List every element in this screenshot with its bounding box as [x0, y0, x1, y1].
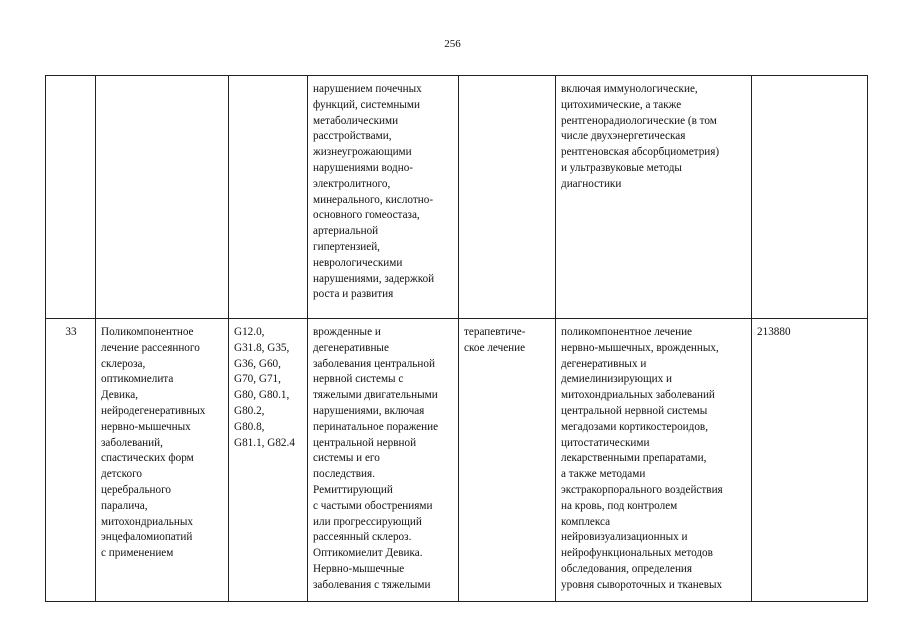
- text-line: оптикомиелита: [101, 373, 174, 386]
- text-line: обследования, определения: [561, 562, 693, 575]
- text-line: G80, G80.1,: [234, 389, 290, 402]
- text-line: нейрофункциональных методов: [561, 547, 713, 560]
- text-line: G80.2,: [234, 404, 265, 417]
- cost-cell: [752, 76, 868, 319]
- text-line: дегенеративные: [313, 341, 389, 354]
- method-text: [561, 325, 747, 594]
- table-row: [46, 76, 868, 319]
- text-line: G80.8,: [234, 420, 265, 433]
- text-line: нарушениями, включая: [313, 404, 425, 417]
- text-line: включая иммунологические,: [561, 83, 698, 95]
- care-name-cell: [96, 319, 229, 602]
- text-line: рентгеновская абсорбциометрия): [561, 146, 720, 159]
- row-number-cell: [46, 76, 96, 319]
- text-line: заболевания центральной: [313, 357, 435, 370]
- text-line: числе двухэнергетическая: [561, 130, 686, 143]
- text-line: минерального, кислотно-: [313, 193, 434, 206]
- condition-text: [313, 82, 454, 303]
- icd-codes: [234, 325, 303, 451]
- text-line: расстройствами,: [313, 130, 392, 143]
- text-line: Поликомпонентное: [101, 326, 194, 338]
- method-cell: [556, 76, 752, 319]
- text-line: Нервно-мышечные: [313, 562, 405, 575]
- treatment-type: [464, 325, 551, 357]
- icd-codes-cell: [229, 319, 308, 602]
- treatment-type-cell: [459, 76, 556, 319]
- row-number-cell: [46, 319, 96, 602]
- text-line: комплекса: [561, 515, 611, 528]
- condition-cell: [308, 76, 459, 319]
- text-line: диагностики: [561, 177, 622, 190]
- text-line: тяжелыми двигательными: [313, 389, 438, 402]
- text-line: с применением: [101, 547, 174, 560]
- text-line: G70, G71,: [234, 373, 281, 386]
- text-line: G12.0,: [234, 326, 265, 338]
- text-line: системы и его: [313, 452, 380, 465]
- text-line: электролитного,: [313, 177, 391, 190]
- text-line: цитостатическими: [561, 436, 650, 449]
- text-line: терапевтиче-: [464, 326, 526, 338]
- text-line: центральной нервной системы: [561, 404, 708, 417]
- text-line: ское лечение: [464, 341, 526, 354]
- text-line: последствия.: [313, 468, 375, 481]
- care-name-cell: [96, 76, 229, 319]
- text-line: центральной нервной: [313, 436, 417, 449]
- cost-cell: [752, 319, 868, 602]
- text-line: поликомпонентное лечение: [561, 326, 693, 338]
- text-line: нервно-мышечных, врожденных,: [561, 341, 719, 354]
- condition-text: [313, 325, 454, 594]
- method-cell: [556, 319, 752, 602]
- text-line: нервной системы с: [313, 373, 404, 386]
- text-line: а также методами: [561, 468, 646, 481]
- text-line: нейродегенеративных: [101, 404, 206, 417]
- text-line: жизнеугрожающими: [313, 146, 412, 159]
- treatment-type-cell: [459, 319, 556, 602]
- medical-care-table: [45, 75, 868, 602]
- text-line: спастических форм: [101, 452, 194, 465]
- text-line: нарушениями, задержкой: [313, 272, 435, 285]
- text-line: экстракорпорального воздействия: [561, 483, 723, 496]
- table-row: [46, 319, 868, 602]
- text-line: склероза,: [101, 357, 146, 370]
- row-number: 33: [65, 326, 77, 338]
- text-line: нейровизуализационных и: [561, 531, 688, 544]
- text-line: заболеваний,: [101, 436, 163, 449]
- text-line: детского: [101, 468, 143, 481]
- text-line: лекарственными препаратами,: [561, 452, 707, 465]
- text-line: Ремиттирующий: [313, 483, 393, 496]
- text-line: рассеянный склероз.: [313, 531, 412, 544]
- text-line: перинатальное поражение: [313, 420, 439, 433]
- text-line: цитохимические, а также: [561, 98, 682, 111]
- text-line: с частыми обострениями: [313, 499, 433, 512]
- text-line: демиелинизирующих и: [561, 373, 673, 386]
- icd-codes-cell: [229, 76, 308, 319]
- text-line: Оптикомиелит Девика.: [313, 547, 423, 560]
- text-line: паралича,: [101, 499, 148, 512]
- text-line: и ультразвуковые методы: [561, 161, 682, 174]
- text-line: мегадозами кортикостероидов,: [561, 420, 709, 433]
- text-line: рентгенорадиологические (в том: [561, 114, 717, 127]
- text-line: нарушением почечных: [313, 83, 422, 95]
- text-line: неврологическими: [313, 256, 403, 269]
- text-line: артериальной: [313, 225, 379, 238]
- text-line: функций, системными: [313, 98, 420, 111]
- method-text: [561, 82, 747, 193]
- condition-cell: [308, 319, 459, 602]
- text-line: энцефаломиопатий: [101, 531, 193, 544]
- text-line: врожденные и: [313, 326, 381, 338]
- text-line: или прогрессирующий: [313, 515, 422, 528]
- text-line: уровня сывороточных и тканевых: [561, 578, 723, 591]
- text-line: Девика,: [101, 389, 139, 402]
- text-line: основного гомеостаза,: [313, 209, 420, 222]
- text-line: лечение рассеянного: [101, 341, 200, 354]
- text-line: роста и развития: [313, 288, 394, 301]
- text-line: дегенеративных и: [561, 357, 647, 370]
- text-line: церебрального: [101, 483, 172, 496]
- text-line: G36, G60,: [234, 357, 281, 370]
- text-line: заболевания с тяжелыми: [313, 578, 431, 591]
- care-name: [101, 325, 224, 562]
- text-line: нарушениями водно-: [313, 161, 414, 174]
- text-line: митохондриальных: [101, 515, 193, 528]
- cost-value: 213880: [757, 326, 791, 338]
- text-line: G31.8, G35,: [234, 341, 290, 354]
- text-line: митохондриальных заболеваний: [561, 389, 715, 402]
- text-line: гипертензией,: [313, 240, 380, 253]
- text-line: на кровь, под контролем: [561, 499, 678, 512]
- text-line: метаболическими: [313, 114, 399, 127]
- text-line: нервно-мышечных: [101, 420, 191, 433]
- text-line: G81.1, G82.4: [234, 436, 295, 449]
- page-number: 256: [444, 38, 461, 50]
